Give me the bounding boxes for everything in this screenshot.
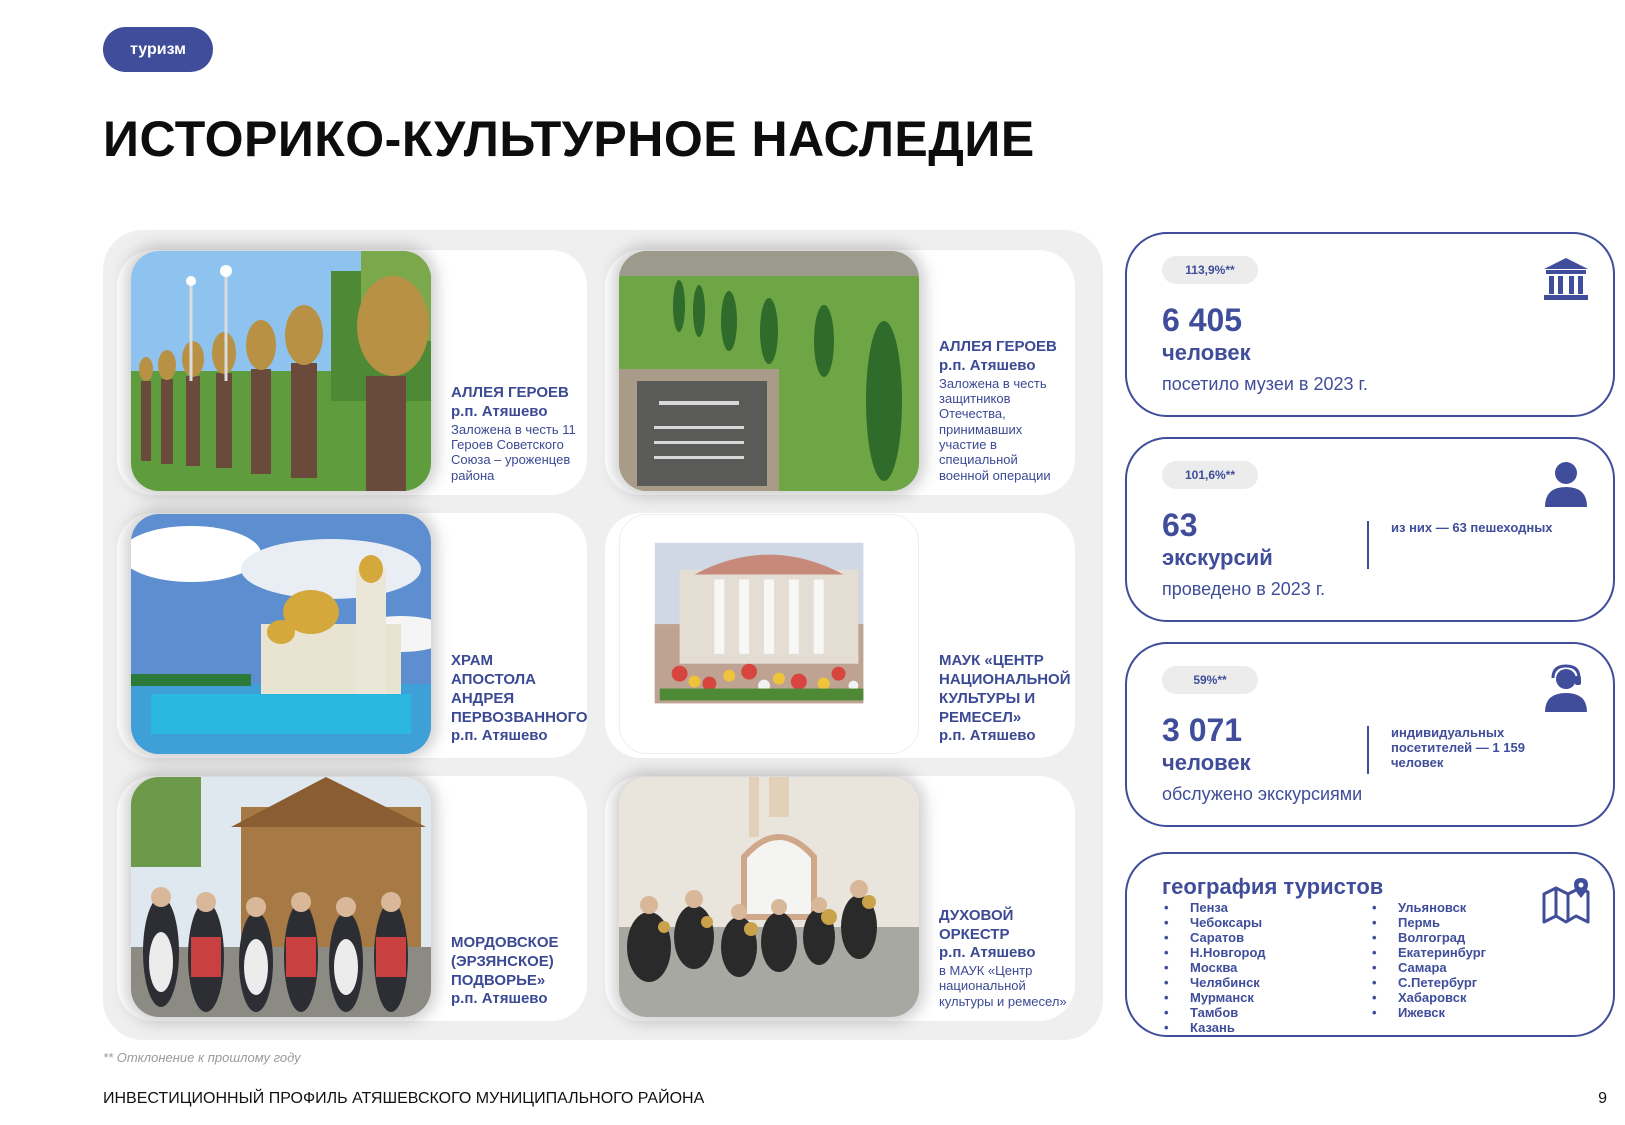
mordovian-yard-photo — [131, 777, 431, 1017]
list-item: • Чебоксары — [1162, 915, 1265, 930]
card-location: р.п. Атяшево — [939, 356, 1036, 374]
card-description: Заложена в честь защитников Отечества, принимавших участие в специальной военной операции — [939, 375, 1051, 483]
stat-value: 63 — [1162, 507, 1198, 543]
list-item: • Саратов — [1162, 930, 1265, 945]
section-tag: туризм — [103, 27, 213, 72]
heritage-card — [117, 513, 587, 758]
card-location: р.п. Атяшево — [939, 727, 1036, 745]
stat-note: из них — 63 пешеходных — [1367, 521, 1567, 569]
heritage-card — [117, 776, 587, 1021]
list-item: • Н.Новгород — [1162, 945, 1265, 960]
culture-center-photo — [619, 514, 919, 754]
geography-title: география туристов — [1162, 874, 1384, 899]
card-caption — [939, 338, 1069, 483]
card-caption — [451, 652, 588, 746]
stat-note: индивидуальных посетителей — 1 159 человек — [1367, 726, 1567, 774]
museum-visitors-stat — [1125, 232, 1615, 417]
card-heading: АЛЛЕЯ ГЕРОЕВ — [939, 338, 1057, 356]
card-heading: МАУК «ЦЕНТР НАЦИОНАЛЬНОЙ КУЛЬТУРЫ И РЕМЕСЕЛ» — [939, 652, 1071, 726]
tourist-geography — [1125, 852, 1615, 1037]
footer-title: ИНВЕСТИЦИОННЫЙ ПРОФИЛЬ АТЯШЕВСКОГО МУНИЦИПАЛЬНОГО РАЙОНА — [103, 1090, 705, 1107]
list-item: • С.Петербург — [1370, 975, 1486, 990]
list-item: • Волгоград — [1370, 930, 1486, 945]
card-location: р.п. Атяшево — [451, 990, 548, 1008]
heritage-card — [117, 250, 587, 495]
list-item: • Хабаровск — [1370, 990, 1486, 1005]
brass-orchestra-photo — [619, 777, 919, 1017]
stat-caption: обслужено экскурсиями — [1162, 784, 1363, 804]
card-description: Заложена в честь 11 Героев Советского Союза – уроженцев района — [451, 421, 576, 483]
list-item: • Ижевск — [1370, 1005, 1486, 1020]
guide-icon — [1541, 664, 1591, 714]
stat-value: 3 071 — [1162, 712, 1243, 748]
church-photo — [131, 514, 431, 754]
growth-badge: 59%** — [1162, 666, 1258, 694]
stat-value: 6 405 — [1162, 302, 1243, 338]
heritage-card — [605, 250, 1075, 495]
growth-badge: 113,9%** — [1162, 256, 1258, 284]
list-item: • Самара — [1370, 960, 1486, 975]
card-caption — [451, 934, 581, 1009]
growth-badge: 101,6%** — [1162, 461, 1258, 489]
card-heading: АЛЛЕЯ ГЕРОЕВ — [451, 384, 569, 402]
stat-caption: проведено в 2023 г. — [1162, 579, 1326, 599]
card-heading: ДУХОВОЙ ОРКЕСТР — [939, 906, 1014, 943]
card-caption — [939, 907, 1069, 1009]
stat-caption: посетило музеи в 2023 г. — [1162, 374, 1368, 394]
card-caption — [451, 384, 581, 483]
card-caption — [939, 652, 1069, 746]
list-item: • Челябинск — [1162, 975, 1265, 990]
serviced-visitors-stat — [1125, 642, 1615, 827]
museum-icon — [1541, 254, 1591, 304]
card-location: р.п. Атяшево — [939, 944, 1036, 962]
map-pin-icon — [1541, 876, 1591, 926]
stat-unit: человек — [1162, 750, 1251, 775]
city-list — [1162, 900, 1265, 1035]
city-list — [1370, 900, 1486, 1020]
alley-of-heroes-photo — [131, 251, 431, 491]
list-item: • Пермь — [1370, 915, 1486, 930]
heritage-card — [605, 776, 1075, 1021]
footnote: ** Отклонение к прошлому году — [103, 1050, 301, 1065]
card-location: р.п. Атяшево — [451, 402, 548, 420]
card-location: р.п. Атяшево — [451, 727, 548, 745]
stat-unit: экскурсий — [1162, 545, 1273, 570]
list-item: • Ульяновск — [1370, 900, 1486, 915]
list-item: • Москва — [1162, 960, 1265, 975]
card-heading: ХРАМ АПОСТОЛА АНДРЕЯ ПЕРВОЗВАННОГО — [451, 652, 588, 726]
card-description: в МАУК «Центр национальной культуры и ремесел» — [939, 963, 1067, 1009]
list-item: • Казань — [1162, 1020, 1265, 1035]
list-item: • Пенза — [1162, 900, 1265, 915]
list-item: • Тамбов — [1162, 1005, 1265, 1020]
page-title: ИСТОРИКО-КУЛЬТУРНОЕ НАСЛЕДИЕ — [103, 111, 1035, 167]
excursions-stat — [1125, 437, 1615, 622]
list-item: • Мурманск — [1162, 990, 1265, 1005]
list-item: • Екатеринбург — [1370, 945, 1486, 960]
card-heading: МОРДОВСКОЕ (ЭРЗЯНСКОЕ) ПОДВОРЬЕ» — [451, 934, 559, 989]
alley-svo-photo — [619, 251, 919, 491]
person-icon — [1541, 459, 1591, 509]
heritage-gallery — [103, 230, 1103, 1040]
stat-unit: человек — [1162, 340, 1251, 365]
page-number: 9 — [1598, 1090, 1607, 1107]
heritage-card — [605, 513, 1075, 758]
